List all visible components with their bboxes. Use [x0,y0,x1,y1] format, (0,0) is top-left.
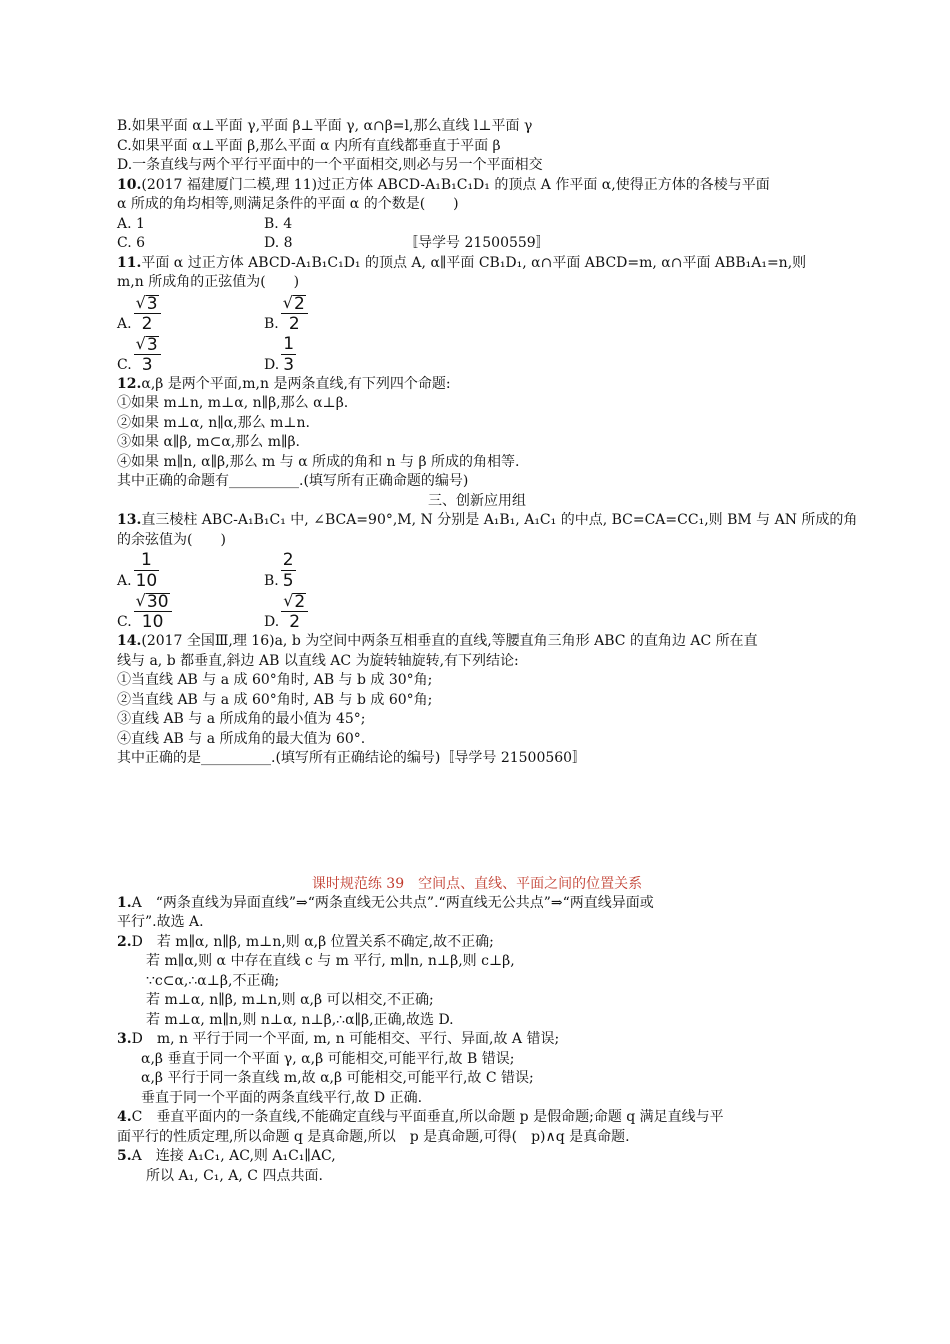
q12-proposition-2: ②如果 m⊥α, n∥α,那么 m⊥n. [117,414,310,431]
answers-title: 课时规范练 39 空间点、直线、平面之间的位置关系 [311,875,643,892]
answer-2-line4: 若 m⊥α, n∥β, m⊥n,则 α,β 可以相交,不正确; [146,992,434,1008]
section-heading: 三、创新应用组 [428,492,526,509]
q12-blank-prompt: 其中正确的命题有__________.(填写所有正确命题的编号) [117,473,469,489]
question-10-line1: (2017 福建厦门二模,理 11)过正方体 ABCD-A₁B₁C₁D₁ 的顶点 A 作平面 α,使得正方体的各棱与平面 [141,176,770,193]
question-11-line1: 平面 α 过正方体 ABCD-A₁B₁C₁D₁ 的顶点 A, α∥平面 CB₁D₁, α∩平面 ABCD=m, α∩平面 ABB₁A₁=n,则 [141,254,807,271]
q12-proposition-4: ④如果 m∥n, α∥β,那么 m 与 α 所成的角和 n 与 β 所成的角相等. [117,453,520,470]
answer-3: 3.D m, n 平行于同一个平面, m, n 可能相交、平行、异面,故 A 错误; [117,1031,560,1047]
q11-option-b-fraction: √ 2 2 [281,293,308,334]
question-14-number: 14. [117,633,142,649]
question-13-number: 13. [117,512,142,528]
question-10-options-row2 [117,234,837,254]
question-11-line2: m,n 所成角的正弦值为( ) [117,274,300,290]
question-13-line1: 直三棱柱 ABC-A₁B₁C₁ 中, ∠BCA=90°,M, N 分别是 A₁B₁, A₁C₁ 的中点, BC=CA=CC₁,则 BM 与 AN 所成的角 [141,512,858,528]
question-10-number: 10. [117,176,142,193]
question-10 [117,176,837,196]
q11-options-row2 [117,334,837,375]
question-10-line2: α 所成的角均相等,则满足条件的平面 α 的个数是( ) [117,196,459,212]
q13-options-row2 [117,591,837,632]
q13-option-c: C. √ 30 10 [117,591,264,632]
q10-option-c: C. 6 [117,235,146,251]
q10-option-d: D. 8 [264,235,293,251]
question-13-line2: 的余弦值为( ) [117,531,226,548]
q12-proposition-3: ③如果 α∥β, m⊂α,那么 m∥β. [117,434,301,450]
answer-2-line2: 若 m∥α,则 α 中存在直线 c 与 m 平行, m∥n, n⊥β,则 c⊥β, [146,953,515,969]
answer-2-line5: 若 m⊥α, m∥n,则 n⊥α, n⊥β,∴α∥β,正确,故选 D. [146,1011,454,1028]
document-page [117,117,858,1186]
q11-option-c: C. √ 3 3 [117,334,264,375]
q11-option-d: D. $\frac{1}{3}$ [264,333,295,375]
question-10-options-row1 [117,215,837,235]
spacer [117,769,837,874]
answer-2-line3: ∵c⊂α,∴α⊥β,不正确; [146,972,280,989]
question-13 [117,511,858,531]
q11-option-b: B. √ 2 2 [264,293,411,334]
q11-option-a: A. √ 3 2 [117,293,264,334]
question-14 [117,632,837,652]
answer-1: 1.A “两条直线为异面直线”⇒“两条直线无公共点”.“两直线无公共点”⇒“两直线异面或 [117,894,654,911]
answer-4-line2: 面平行的性质定理,所以命题 q 是真命题,所以 p 是真命题,可得( p)∧q 是真命题. [117,1128,630,1145]
answer-4: 4.C 垂直平面内的一条直线,不能确定直线与平面垂直,所以命题 p 是假命题;命题 q 满足直线与平 [117,1109,724,1125]
q11-option-a-fraction: √ 3 2 [134,293,161,334]
q10-option-a: A. 1 [117,215,145,232]
answer-3-line2: α,β 垂直于同一个平面 γ, α,β 可能相交,可能平行,故 B 错误; [141,1050,515,1067]
q11-option-c-fraction: √ 3 3 [134,334,161,375]
question-12-number: 12. [117,375,142,392]
q14-blank-prompt: 其中正确的是__________.(填写所有正确结论的编号)〚导学号 21500560〛 [117,750,587,766]
q14-conclusion-2: ②当直线 AB 与 a 成 60°角时, AB 与 b 成 60°角; [117,691,433,708]
q11-options-row1 [117,293,837,334]
question-11-number: 11. [117,254,142,271]
answer-5: 5.A 连接 A₁C₁, AC,则 A₁C₁∥AC, [117,1148,336,1164]
q13-option-d: D. √ 2 2 [264,591,411,632]
option-c-text: C.如果平面 α⊥平面 β,那么平面 α 内所有直线都垂直于平面 β [117,137,501,154]
question-14-line1: (2017 全国Ⅲ,理 16)a, b 为空间中两条互相垂直的直线,等腰直角三角形 ABC 的直角边 AC 所在直 [141,633,758,649]
option-d-text: D.一条直线与两个平行平面中的一个平面相交,则必与另一个平面相交 [117,157,543,173]
option-b-text: B.如果平面 α⊥平面 γ,平面 β⊥平面 γ, α∩β=l,那么直线 l⊥平面 γ [117,118,533,134]
question-12-line1: α,β 是两个平面,m,n 是两条直线,有下列四个命题: [141,375,451,392]
q13-option-a-fraction: $\frac{1}{10}$ [135,550,158,591]
q13-option-a: A. $\frac{1}{10}$ [117,550,158,591]
question-11 [117,254,837,274]
answer-2: 2.D 若 m∥α, n∥β, m⊥n,则 α,β 位置关系不确定,故不正确; [117,933,494,950]
q13-option-b: B. $\frac{2}{5}$ [264,550,294,591]
answer-1-line2: 平行”.故选 A. [117,914,204,930]
answer-5-line2: 所以 A₁, C₁, A, C 四点共面. [146,1167,323,1184]
q10-reference: 〚导学号 21500559〛 [404,235,550,251]
answer-3-line3: α,β 平行于同一条直线 m,故 α,β 可能相交,可能平行,故 C 错误; [141,1070,534,1086]
question-14-line2: 线与 a, b 都垂直,斜边 AB 以直线 AC 为旋转轴旋转,有下列结论: [117,652,519,669]
q13-option-c-fraction: √ 30 10 [134,591,172,632]
question-12 [117,375,837,395]
q14-conclusion-4: ④直线 AB 与 a 所成角的最大值为 60°. [117,730,366,747]
q13-options-row1 [117,550,837,591]
q13-option-b-fraction: $\frac{2}{5}$ [282,550,294,591]
q13-option-d-fraction: √ 2 2 [281,591,308,632]
q10-option-b: B. 4 [264,215,293,232]
answer-3-line4: 垂直于同一个平面的两条直线平行,故 D 正确. [141,1089,423,1106]
q11-option-d-fraction: $\frac{1}{3}$ [283,333,295,375]
q14-conclusion-1: ①当直线 AB 与 a 成 60°角时, AB 与 b 成 30°角; [117,672,433,688]
q12-proposition-1: ①如果 m⊥n, m⊥α, n∥β,那么 α⊥β. [117,395,349,411]
q14-conclusion-3: ③直线 AB 与 a 所成角的最小值为 45°; [117,711,366,727]
